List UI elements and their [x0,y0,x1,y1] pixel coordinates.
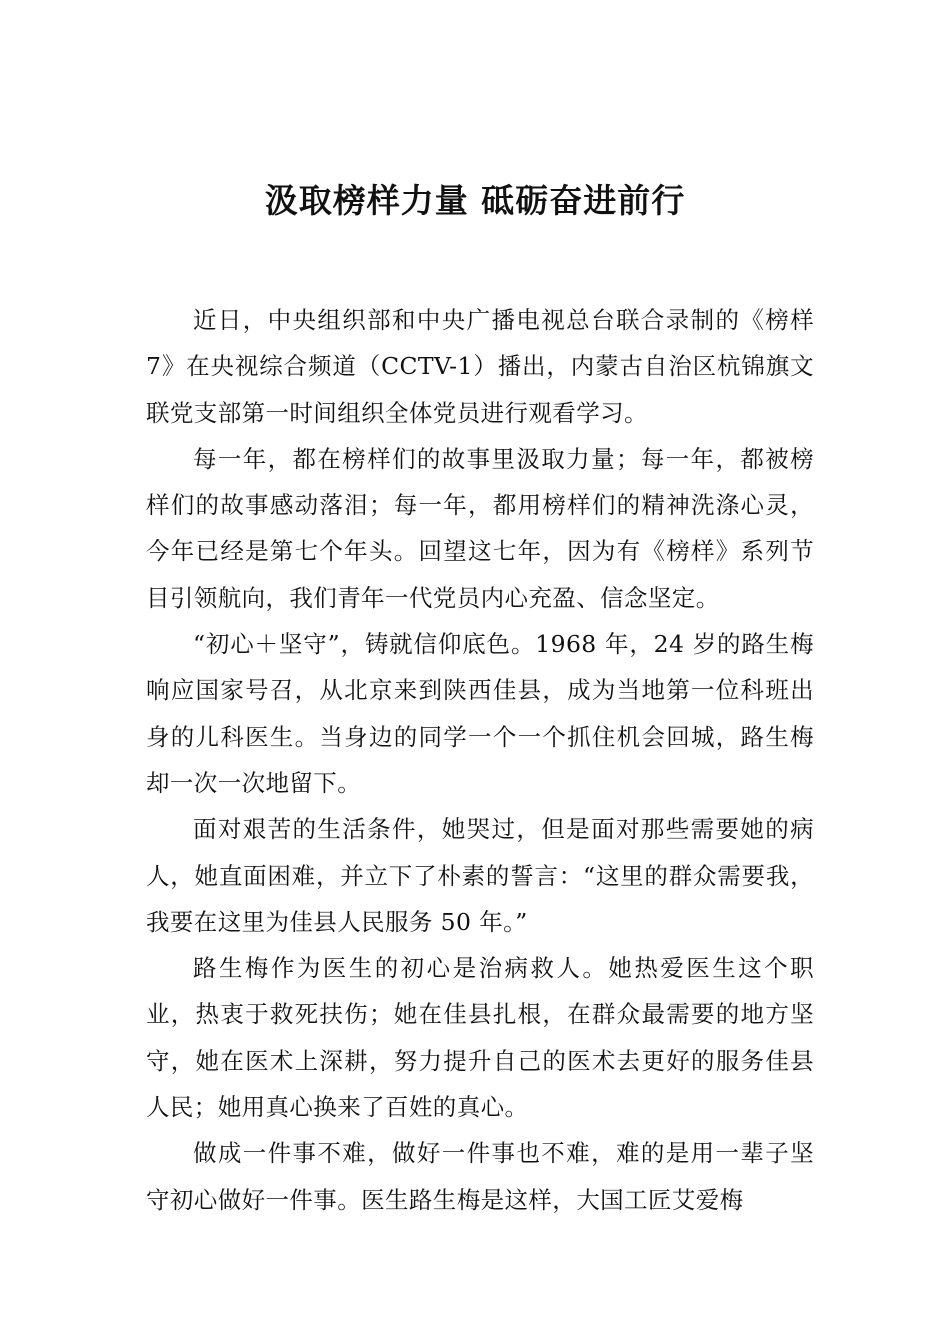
paragraph-4: 面对艰苦的生活条件，她哭过，但是面对那些需要她的病人，她直面困难，并立下了朴素的誓言：“这里的群众需要我，我要在这里为佳县人民服务 50 年。” [146,815,814,936]
paragraph-3: “初心＋坚守”，铸就信仰底色。1968 年，24 岁的路生梅响应国家号召，从北京来到陕西佳县，成为当地第一位科班出身的儿科医生。当身边的同学一个一个抓住机会回城，路生梅却一次一次地留下。 [146,630,814,797]
document-body [146,297,814,1223]
paragraph-6: 做成一件事不难，做好一件事也不难，难的是用一辈子坚守初心做好一件事。医生路生梅是这样，大国工匠艾爱梅 [146,1139,814,1214]
paragraph-1: 近日，中央组织部和中央广播电视总台联合录制的《榜样 7》在央视综合频道（CCTV-1）播出，内蒙古自治区杭锦旗文联党支部第一时间组织全体党员进行观看学习。 [146,306,814,427]
paragraph-2: 每一年，都在榜样们的故事里汲取力量；每一年，都被榜样们的故事感动落泪；每一年，都用榜样们的精神洗涤心灵，今年已经是第七个年头。回望这七年，因为有《榜样》系列节目引领航向，我们青年一代党员内心充盈、信念坚定。 [146,444,814,612]
document-title: 汲取榜样力量 砥砺奋进前行 [264,181,686,220]
paragraph-5: 路生梅作为医生的初心是治病救人。她热爱医生这个职业，热衷于救死扶伤；她在佳县扎根，在群众最需要的地方坚守，她在医术上深耕，努力提升自己的医术去更好的服务佳县人民；她用真心换来了百姓的真心。 [146,954,814,1122]
